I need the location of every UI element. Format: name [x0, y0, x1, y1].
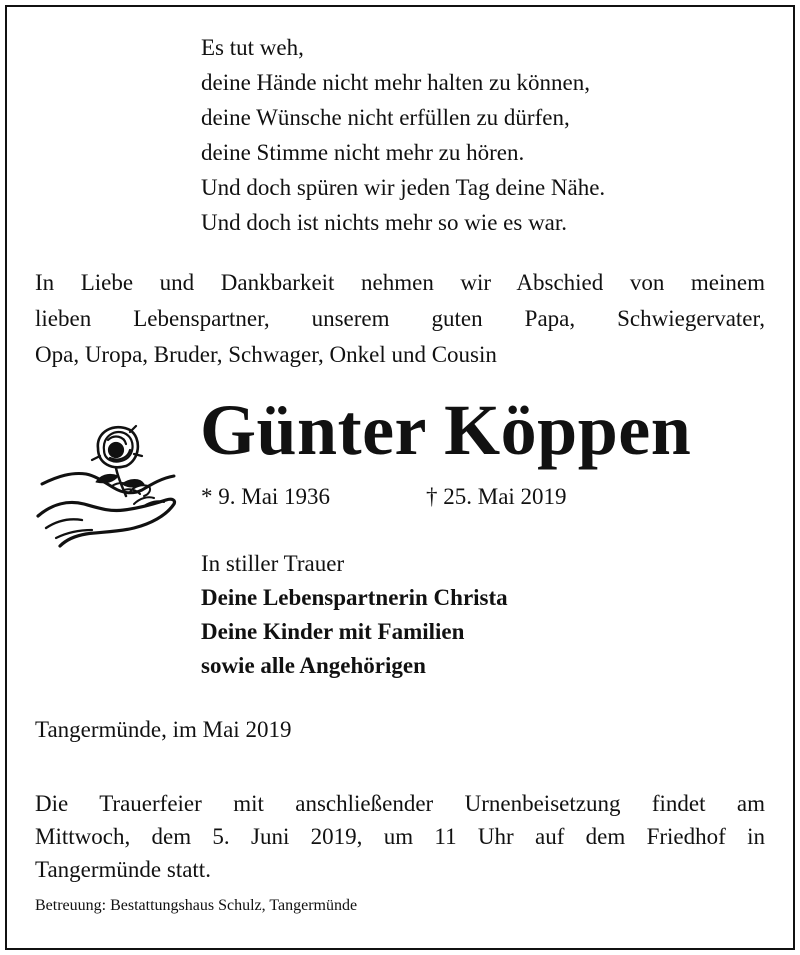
mourner-line: Deine Lebenspartnerin Christa: [201, 585, 508, 610]
mourner-line: sowie alle Angehörigen: [201, 653, 426, 678]
ceremony-notice: [35, 787, 765, 886]
death-date: † 25. Mai 2019: [426, 484, 567, 509]
mourning-intro: In stiller Trauer: [201, 551, 345, 576]
mourner-line: Deine Kinder mit Familien: [201, 619, 465, 644]
ceremony-line: Mittwoch, dem 5. Juni 2019, um 11 Uhr auf dem Friedhof in: [35, 824, 765, 849]
ceremony-line: Tangermünde statt.: [35, 857, 211, 882]
deceased-name: Günter Köppen: [200, 390, 692, 470]
place-date: Tangermünde, im Mai 2019: [35, 717, 292, 742]
mourners-block: [201, 547, 508, 683]
farewell-line: Opa, Uropa, Bruder, Schwager, Onkel und Cousin: [35, 342, 497, 367]
poem-line: deine Wünsche nicht erfüllen zu dürfen,: [201, 105, 570, 130]
birth-date: * 9. Mai 1936: [201, 484, 331, 509]
life-dates: [201, 480, 567, 514]
ceremony-line: Die Trauerfeier mit anschließender Urnenbeisetzung findet am: [35, 791, 765, 816]
farewell-line: lieben Lebenspartner, unserem guten Papa, Schwiegervater,: [35, 306, 765, 331]
poem-line: Und doch spüren wir jeden Tag deine Nähe.: [201, 175, 606, 200]
farewell-text: [35, 265, 765, 373]
hands-holding-rose-icon: [34, 420, 184, 555]
poem: [201, 30, 605, 240]
poem-line: Es tut weh,: [201, 35, 304, 60]
poem-line: deine Stimme nicht mehr zu hören.: [201, 140, 525, 165]
poem-line: deine Hände nicht mehr halten zu können,: [201, 70, 590, 95]
farewell-line: In Liebe und Dankbarkeit nehmen wir Abschied von meinem: [35, 270, 765, 295]
poem-line: Und doch ist nichts mehr so wie es war.: [201, 210, 568, 235]
funeral-home-credit: Betreuung: Bestattungshaus Schulz, Tangermünde: [35, 897, 358, 914]
